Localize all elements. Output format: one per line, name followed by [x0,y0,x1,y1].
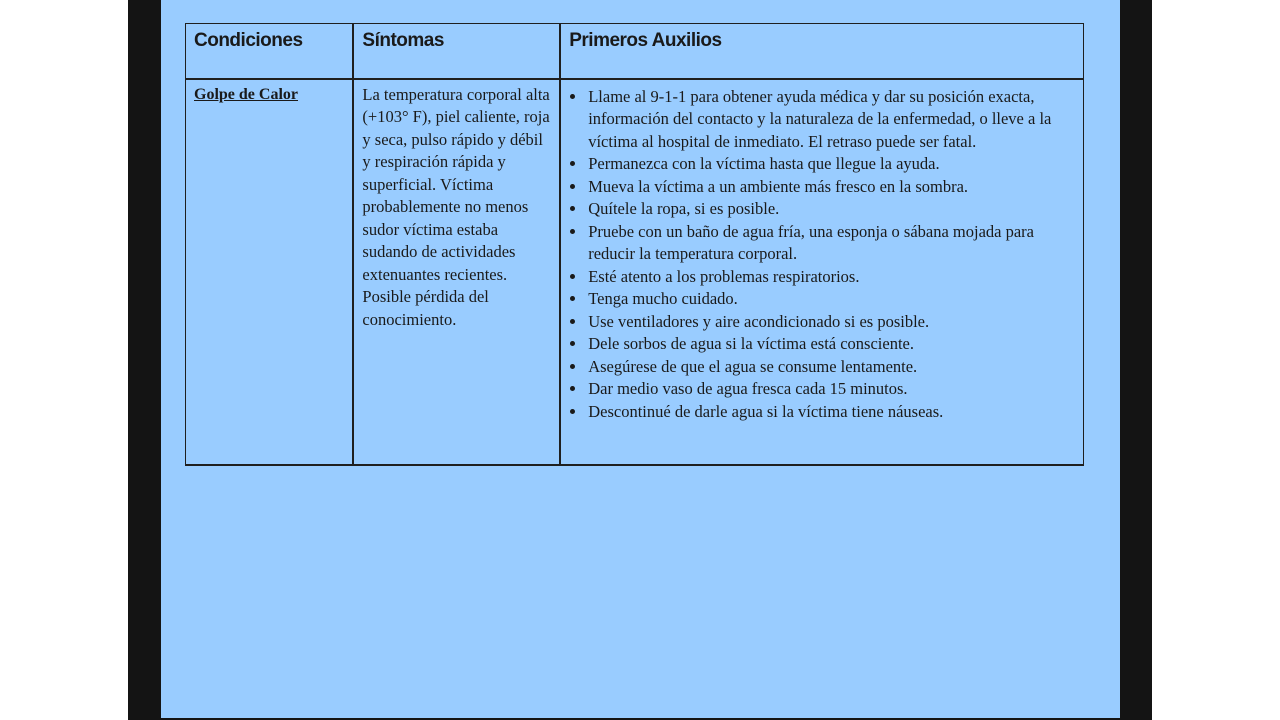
list-item: • Permanezca con la víctima hasta que llegue la ayuda. [587,153,1075,176]
list-item: • Use ventiladores y aire acondicionado si es posible. [587,311,1075,334]
list-item: • Esté atento a los problemas respiratorios. [587,266,1075,289]
header-row [186,24,1084,79]
list-item: • Pruebe con un baño de agua fría, una esponja o sábana mojada para reducir la temperatura corporal. [587,221,1075,266]
list-item: • Mueva la víctima a un ambiente más fresco en la sombra. [587,176,1075,199]
list-item: • Asegúrese de que el agua se consume lentamente. [587,356,1075,379]
header-conditions: Condiciones [186,24,354,79]
header-first-aid: Primeros Auxilios [560,24,1083,79]
list-item: • Quítele la ropa, si es posible. [587,198,1075,221]
header-symptoms: Síntomas [353,24,560,79]
symptoms-text: La temperatura corporal alta (+103° F), piel caliente, roja y seca, pulso rápido y débil y respiración rápida y superficial. Víctima probablemente no menos sudor víctima estaba sudando de actividades extenuantes recientes. Posible pérdida del conocimiento. [362,84,550,329]
list-item: • Dar medio vaso de agua fresca cada 15 minutos. [587,378,1075,401]
first-aid-list [561,80,1083,424]
list-item: • Descontinué de darle agua si la víctima tiene náuseas. [587,401,1075,424]
condition-cell [186,79,354,465]
first-aid-cell [560,79,1083,465]
table-row [186,79,1084,465]
symptoms-cell [353,79,560,465]
list-item: • Dele sorbos de agua si la víctima está consciente. [587,333,1075,356]
list-item: • Llame al 9-1-1 para obtener ayuda médica y dar su posición exacta, información del contacto y la naturaleza de la enfermedad, o lleve a la víctima al hospital de inmediato. El retraso puede ser fatal. [587,86,1075,154]
condition-link[interactable]: Golpe de Calor [194,85,298,103]
first-aid-table [185,23,1084,466]
list-item: • Tenga mucho cuidado. [587,288,1075,311]
